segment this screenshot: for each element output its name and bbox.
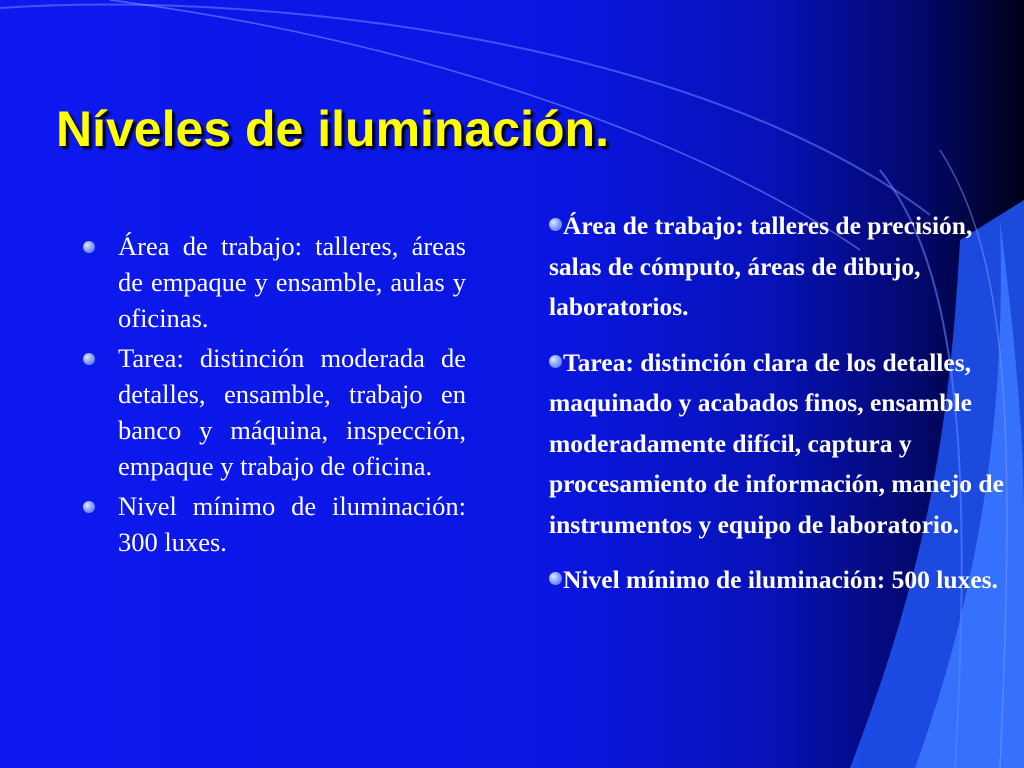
left-item-text: Nivel mínimo de iluminación: 300 luxes. [118,491,466,557]
right-paragraph [549,343,1019,546]
bullet-dot-icon [83,241,95,253]
left-bullet-list [80,228,466,564]
right-item-text: Tarea: distinción clara de los detalles, maquinado y acabados finos, ensamble moderadamente difícil, captura y procesamiento de información, manejo de instrumentos y equipo de laboratorio. [549,347,1004,539]
bullet-dot-icon [549,218,562,231]
right-paragraph [549,206,1019,328]
bullet-dot-icon [549,572,562,585]
right-item-text: Nivel mínimo de iluminación: 500 luxes. [563,565,998,594]
slide-title: Níveles de iluminación. [56,101,609,157]
bullet-dot-icon [83,501,95,513]
left-list-item [80,228,466,336]
right-paragraph [549,560,1019,601]
left-item-text: Área de trabajo: talleres, áreas de empaque y ensamble, aulas y oficinas. [118,231,466,333]
left-list-item [80,340,466,484]
right-text-block [549,206,1019,616]
right-item-text: Área de trabajo: talleres de precisión, salas de cómputo, áreas de dibujo, laboratorios. [549,211,973,321]
left-item-text: Tarea: distinción moderada de detalles, ensamble, trabajo en banco y máquina, inspección, empaque y trabajo de oficina. [118,343,466,481]
bullet-dot-icon [549,355,562,368]
left-list-item [80,488,466,560]
bullet-dot-icon [83,353,95,365]
